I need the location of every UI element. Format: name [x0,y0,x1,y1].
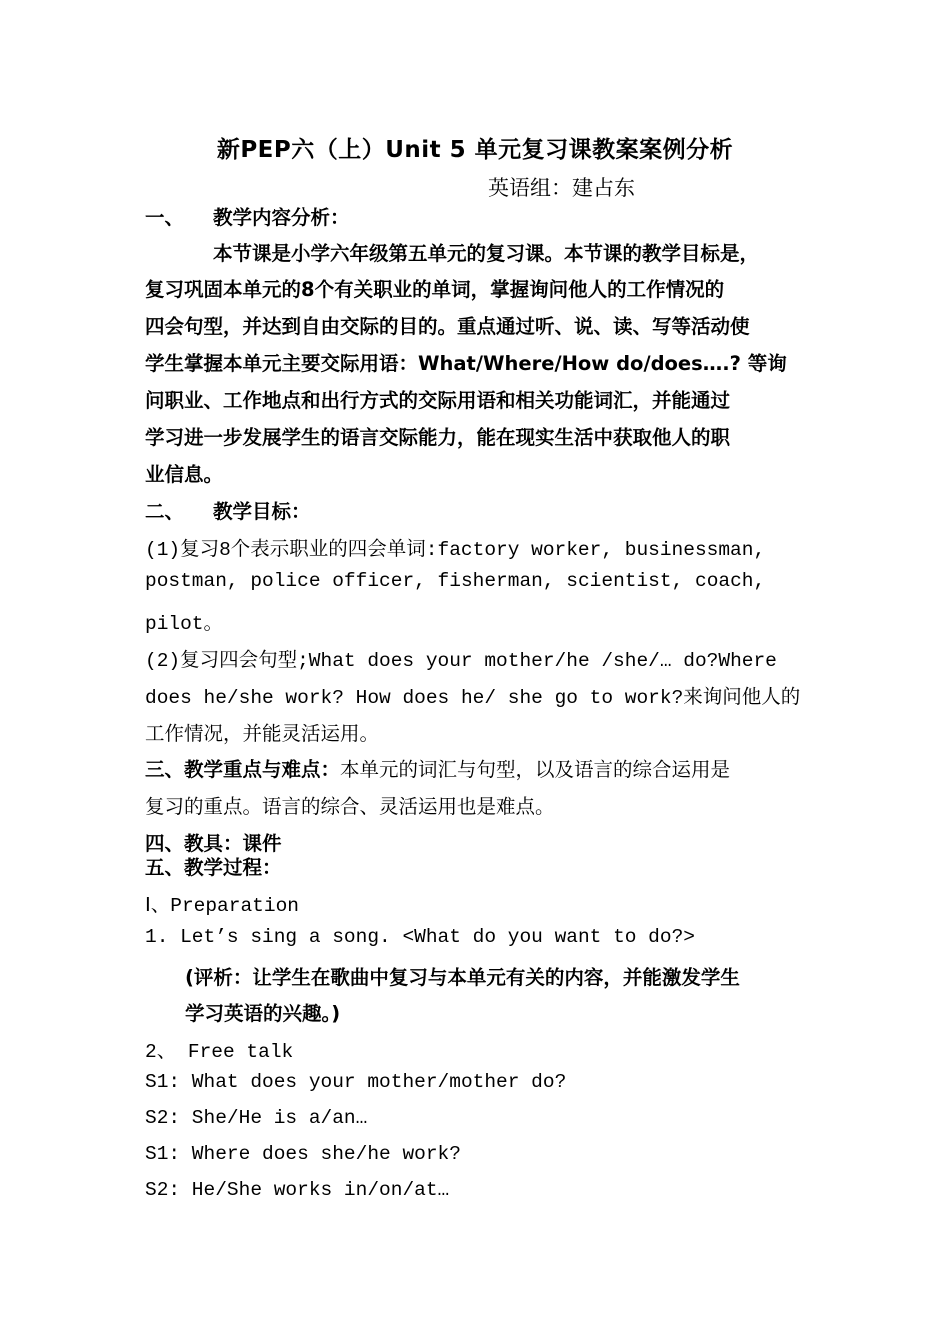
para1-line-4: 学生掌握本单元主要交际用语：What/Where/How do/does….? 等询 [145,352,787,375]
section-3-line-1 [145,754,730,782]
section-1-heading [145,202,350,230]
goal2-line-3: 工作情况，并能灵活运用。 [145,724,380,746]
goal2-line-1: (2)复习四会句型;What does your mother/he /she/… do?Where [145,650,777,672]
para1-line-2: 复习巩固本单元的8个有关职业的单词，掌握询问他人的工作情况的 [145,278,725,301]
goal2-line-2: does he/she work? How does he/ she go to work?来询问他人的 [145,687,801,709]
author-line: 英语组：建占东 [488,176,635,200]
goal1-line-3: pilot。 [145,613,224,635]
para1-line-6: 学习进一步发展学生的语言交际能力，能在现实生活中获取他人的职 [145,426,731,449]
section-1-title: 教学内容分析： [213,206,350,229]
dialog-line-4: S2: He/She works in/on/at… [145,1179,450,1201]
step-1-text: 1. Let’s sing a song. <What do you want to do?> [145,926,695,948]
section-3-text-1: 本单元的词汇与句型，以及语言的综合运用是 [340,758,731,781]
section-2-title: 教学目标： [213,500,311,523]
dialog-line-3: S1: Where does she/he work? [145,1143,461,1165]
goal1-line-2: postman, police officer, fisherman, scientist, coach, [145,570,766,592]
comment-1-line-2: 学习英语的兴趣。) [185,1002,341,1025]
comment-1-line-1: (评析：让学生在歌曲中复习与本单元有关的内容，并能激发学生 [185,966,740,989]
section-1-number: 一、 [145,206,185,229]
para1-line-1: 本节课是小学六年级第五单元的复习课。本节课的教学目标是， [213,242,760,265]
section-2-number: 二、 [145,500,185,523]
para1-line-3: 四会句型，并达到自由交际的目的。重点通过听、说、读、写等活动使 [145,315,750,338]
section-3-line-2: 复习的重点。语言的综合、灵活运用也是难点。 [145,795,555,818]
section-5-heading: 五、教学过程： [145,856,282,879]
document-title: 新PEP六（上）Unit 5 单元复习课教案案例分析 [216,137,734,163]
dialog-line-2: S2: She/He is a/an… [145,1107,368,1129]
step-2-text: 2、 Free talk [145,1041,294,1063]
goal1-line-1: (1)复习8个表示职业的四会单词:factory worker, businessman, [145,539,766,561]
para1-line-7: 业信息。 [145,463,224,486]
section-3-label: 三、教学重点与难点： [145,758,341,781]
section-2-heading [145,496,311,524]
para1-line-5: 问职业、工作地点和出行方式的交际用语和相关功能词汇，并能通过 [145,389,731,412]
preparation-heading: Ⅰ、Preparation [145,895,299,917]
section-4-heading: 四、教具：课件 [145,832,282,855]
dialog-line-1: S1: What does your mother/mother do? [145,1071,567,1093]
